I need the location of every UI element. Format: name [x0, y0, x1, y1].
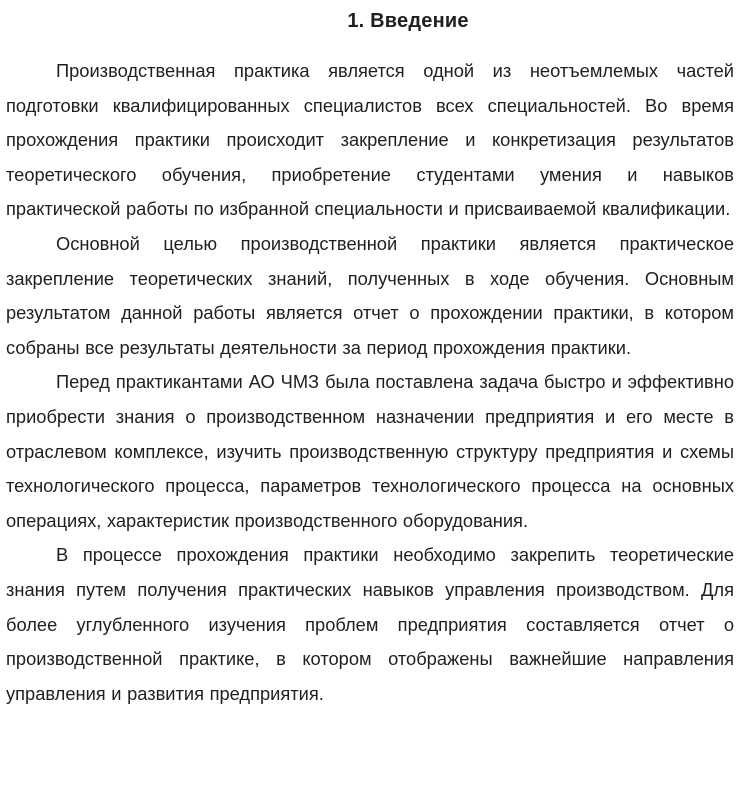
paragraph-1: Производственная практика является одной из неотъемлемых частей подготовки квалифицированных специалистов всех специальностей. Во время прохождения практики происходит закрепление и конкретизация результатов теоретического обучения, приобретение студентами умения и навыков практической работы по избранной специальности и присваиваемой квалификации. — [6, 60, 734, 220]
paragraph-4: В процессе прохождения практики необходимо закрепить теоретические знания путем получения практических навыков управления производством. Для более углубленного изучения проблем предприятия составляется отчет о производственной практике, в котором отображены важнейшие направления управления и развития предприятия. — [6, 544, 734, 704]
paragraph-2: Основной целью производственной практики является практическое закрепление теоретических знаний, полученных в ходе обучения. Основным результатом данной работы является отчет о прохождении практики, в котором собраны все результаты деятельности за период прохождения практики. — [6, 232, 734, 358]
paragraph-3: Перед практикантами АО ЧМЗ была поставлена задача быстро и эффективно приобрести знания о производственном назначении предприятия и его месте в отраслевом комплексе, изучить производственную структуру предприятия и схемы технологического процесса, параметров технологического процесса на основных операциях, характеристик производственного оборудования. — [6, 371, 734, 531]
document-page — [6, 0, 734, 711]
section-heading: 1. Введение — [347, 10, 469, 32]
section-body — [6, 54, 734, 711]
